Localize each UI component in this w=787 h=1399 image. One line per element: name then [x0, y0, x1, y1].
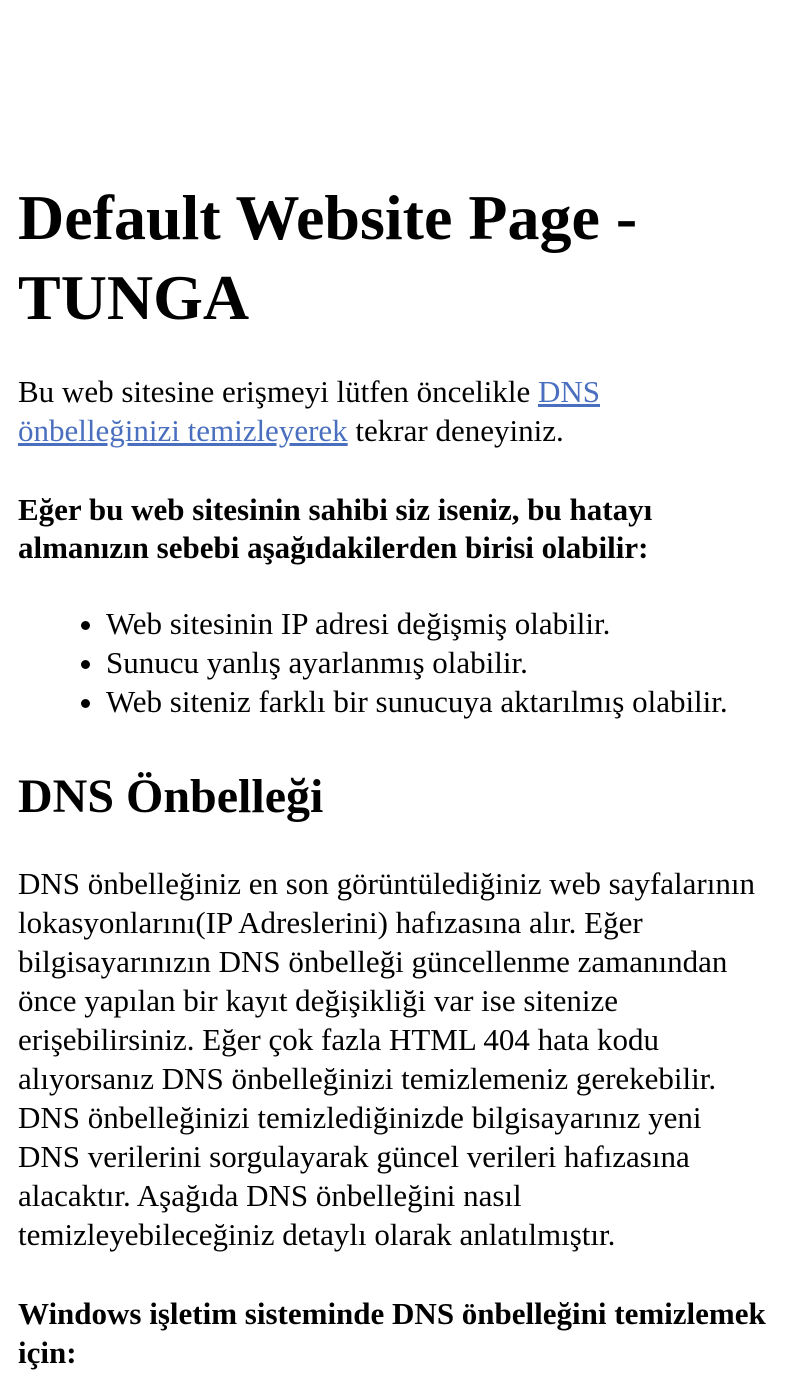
list-item: • Sunucu yanlış ayarlanmış olabilir. — [106, 643, 768, 682]
intro-text-after: tekrar deneyiniz. — [347, 413, 564, 448]
dns-section-heading: DNS Önbelleği — [18, 770, 324, 823]
owner-notice: Eğer bu web sitesinin sahibi siz iseniz, bu hatayı almanızın sebebi aşağıdakilerden birisi olabilir: — [18, 492, 653, 565]
dns-cache-link[interactable]: DNS önbelleğinizi temizleyerek — [18, 374, 600, 448]
page-title: Default Website Page - TUNGA — [18, 182, 638, 333]
reasons-list — [18, 604, 768, 721]
dns-section-body: DNS önbelleğiniz en son görüntülediğiniz web sayfalarının lokasyonlarını(IP Adreslerini) hafızasına alır. Eğer bilgisayarınızın DNS önbelleği güncellenme zamanından önce yapılan bir kayıt değişikliği var ise sitenize erişebilirsiniz. Eğer çok fazla HTML 404 hata kodu alıyorsanız DNS önbelleğinizi temizlemeniz gerekebilir. DNS önbelleğinizi temizlediğinizde bilgisayarınız yeni DNS verilerini sorgulayarak güncel verileri hafızasına alacaktır. Aşağıda DNS önbelleğini nasıl temizleyebileceğiniz detaylı olarak anlatılmıştır. — [18, 866, 755, 1252]
intro-paragraph — [18, 372, 768, 450]
intro-text-before: Bu web sitesine erişmeyi lütfen öncelikle — [18, 374, 538, 409]
windows-section-heading: Windows işletim sisteminde DNS önbelleğini temizlemek için: — [18, 1296, 766, 1370]
page-content — [18, 178, 768, 1372]
list-item: • Web siteniz farklı bir sunucuya aktarılmış olabilir. — [106, 682, 768, 721]
list-item: • Web sitesinin IP adresi değişmiş olabilir. — [106, 604, 768, 643]
